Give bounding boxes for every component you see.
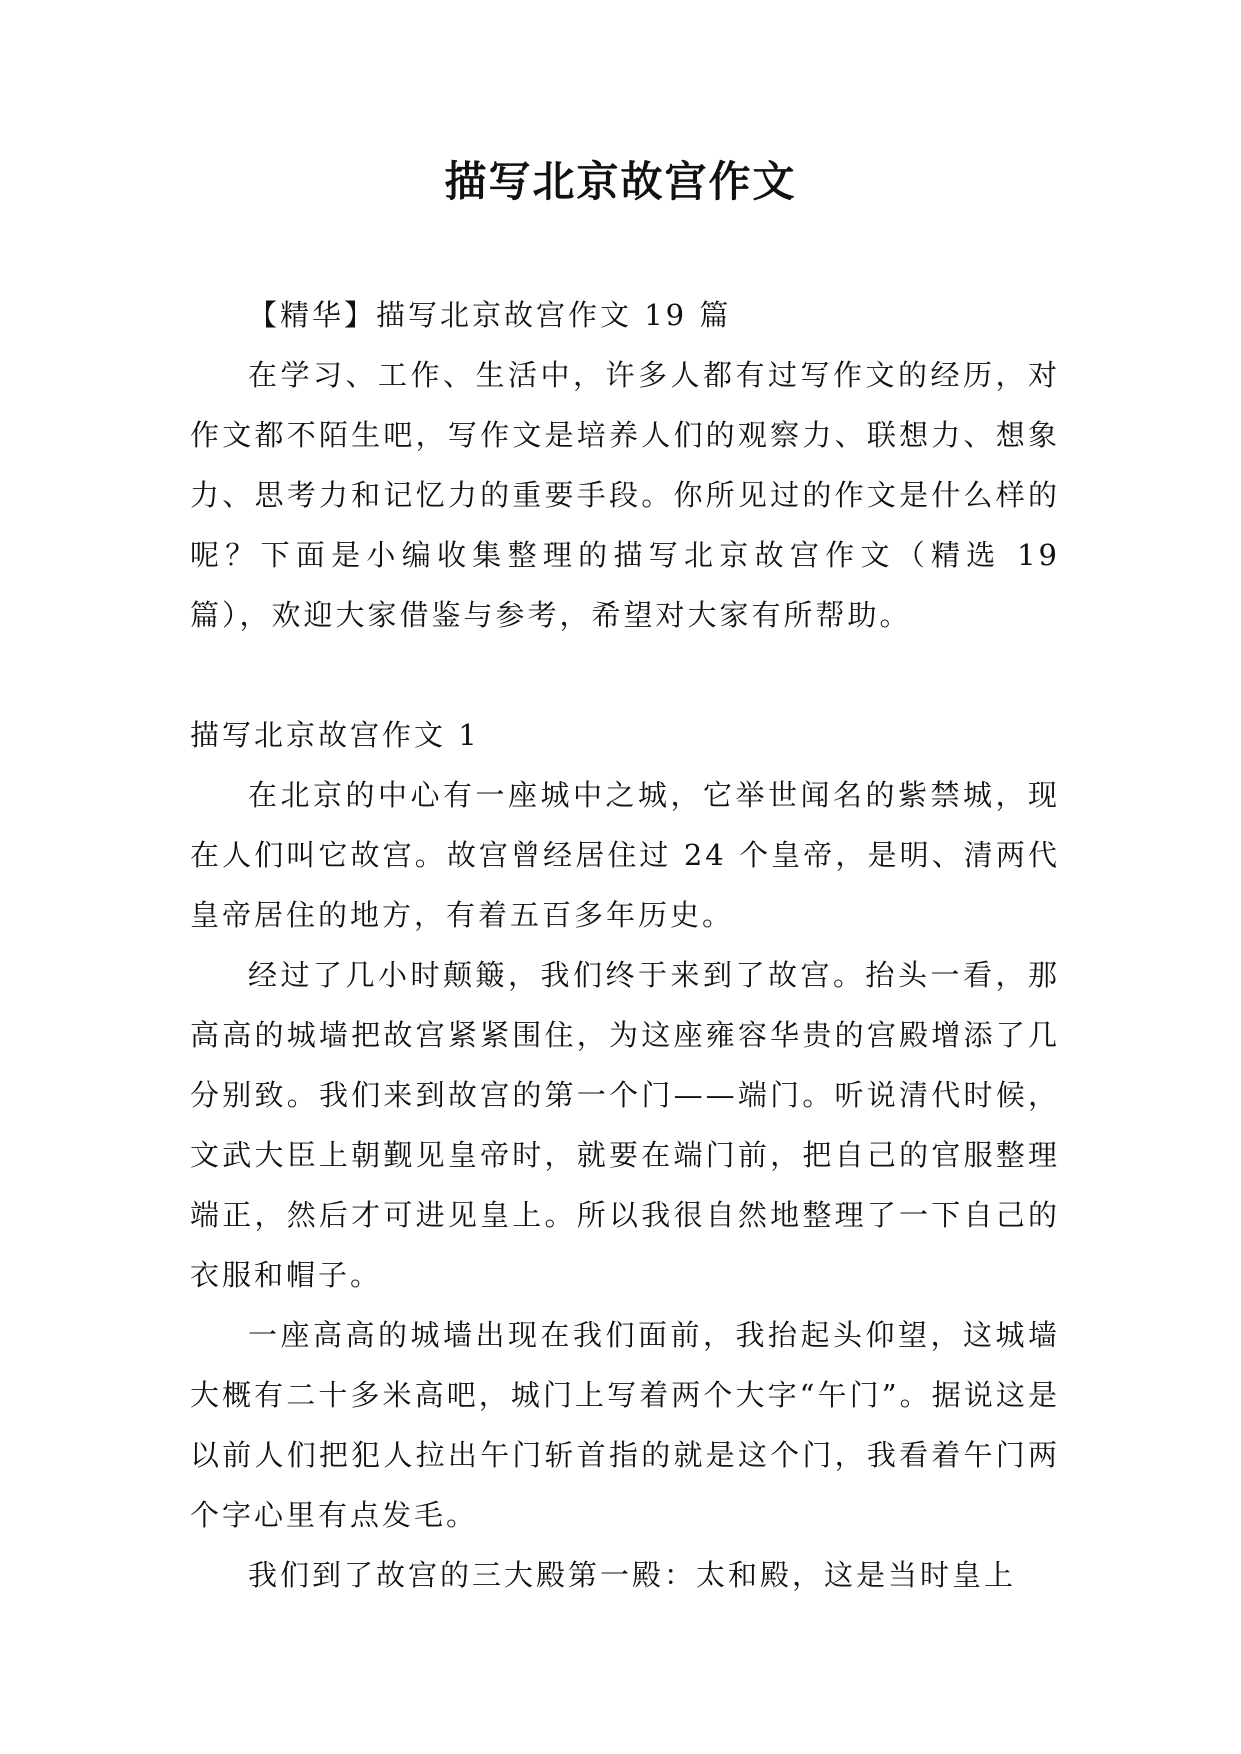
document-body [190,285,1060,1605]
body-paragraph: 一座高高的城墙出现在我们面前，我抬起头仰望，这城墙大概有二十多米高吧，城门上写着两个大字“午门”。据说这是以前人们把犯人拉出午门斩首指的就是这个门，我看着午门两个字心里有点发毛。 [190,1318,1060,1532]
document-subtitle: 【精华】描写北京故宫作文 19 篇 [248,298,732,332]
section-spacer [190,645,1060,705]
intro-paragraph: 在学习、工作、生活中，许多人都有过写作文的经历，对作文都不陌生吧，写作文是培养人们的观察力、联想力、想象力、思考力和记忆力的重要手段。你所见过的作文是什么样的呢？下面是小编收集整理的描写北京故宫作文（精选 19 篇），欢迎大家借鉴与参考，希望对大家有所帮助。 [190,358,1060,632]
section-heading: 描写北京故宫作文 1 [190,718,480,752]
body-paragraph: 经过了几小时颠簸，我们终于来到了故宫。抬头一看，那高高的城墙把故宫紧紧围住，为这座雍容华贵的宫殿增添了几分别致。我们来到故宫的第一个门——端门。听说清代时候，文武大臣上朝觐见皇帝时，就要在端门前，把自己的官服整理端正，然后才可进见皇上。所以我很自然地整理了一下自己的衣服和帽子。 [190,958,1060,1292]
body-paragraph: 我们到了故宫的三大殿第一殿：太和殿，这是当时皇上 [248,1558,1017,1592]
body-paragraph: 在北京的中心有一座城中之城，它举世闻名的紫禁城，现在人们叫它故宫。故宫曾经居住过 24 个皇帝，是明、清两代皇帝居住的地方，有着五百多年历史。 [190,778,1060,932]
document-title: 描写北京故宫作文 [444,157,797,206]
